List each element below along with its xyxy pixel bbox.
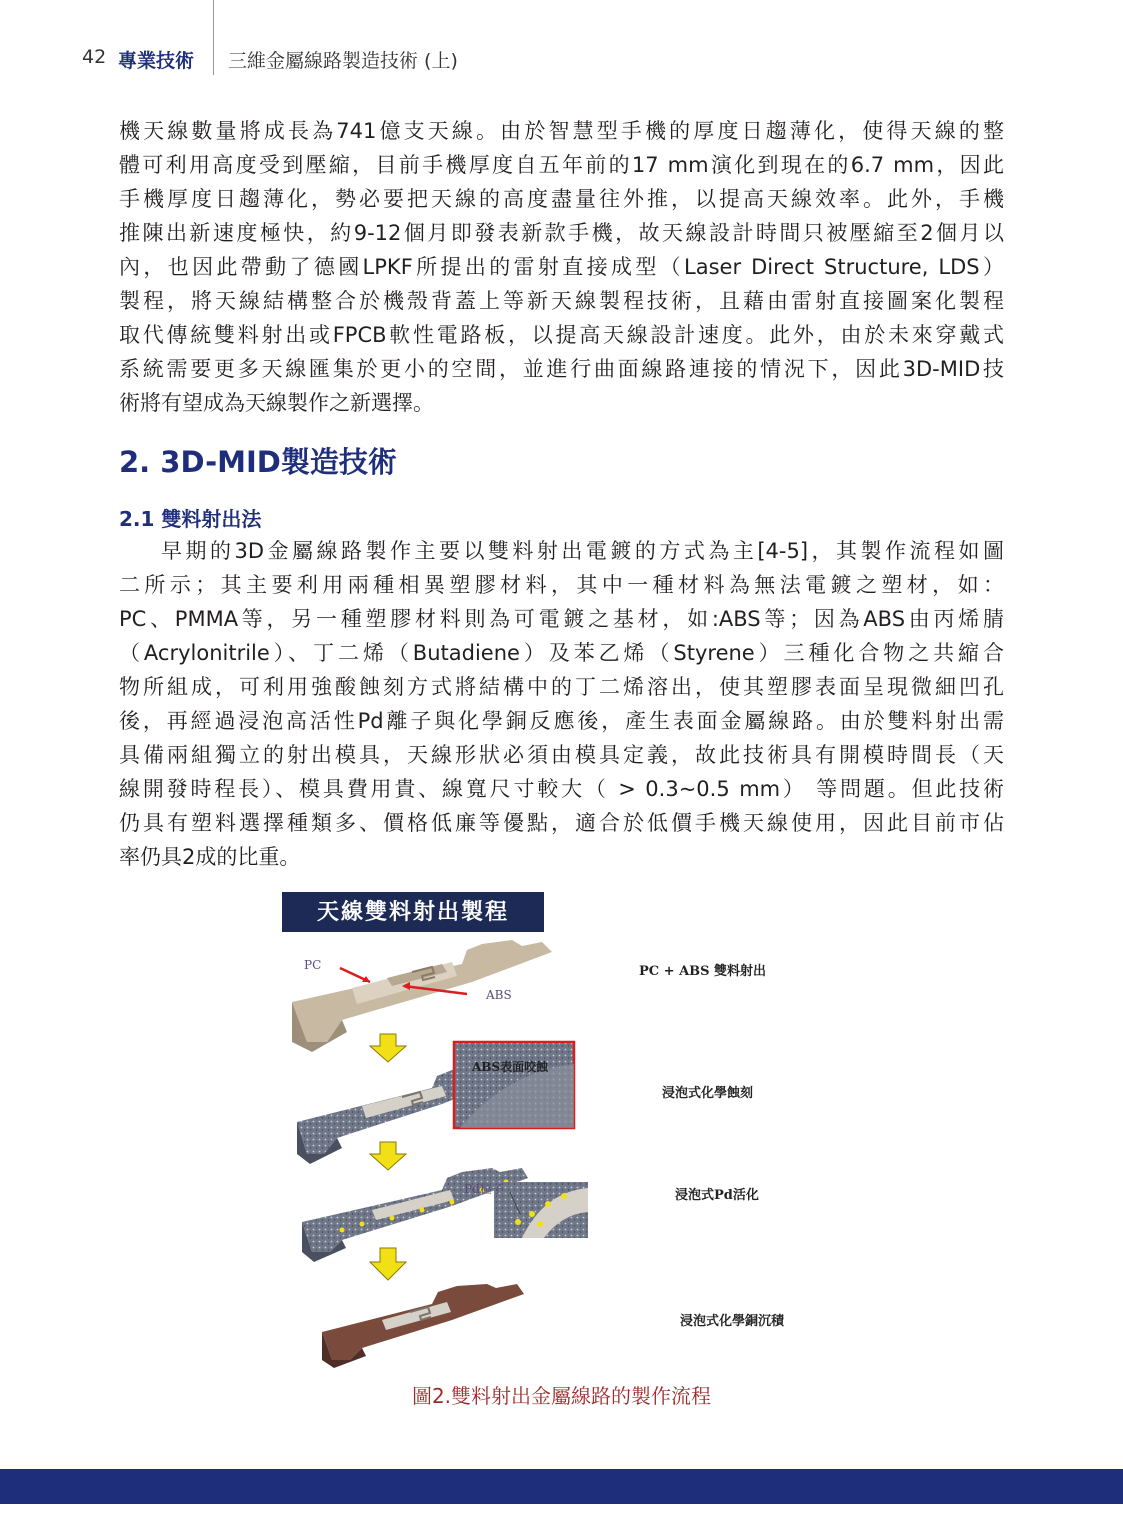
step-2-label: 浸泡式化學蝕刻 <box>662 1086 754 1101</box>
text-line: 二所示；其主要利用兩種相異塑膠材料，其中一種材料為無法電鍍之塑材，如： <box>119 573 1004 597</box>
text-line: 線開發時程長）、模具費用貴、線寬尺寸較大（ > 0.3~0.5 mm） 等問題。但此技術 <box>119 777 1004 801</box>
text-line: 體可利用高度受到壓縮，目前手機厚度自五年前的17 mm演化到現在的6.7 mm，因此 <box>119 153 1004 177</box>
abs-label: ABS <box>486 988 512 1002</box>
header-divider <box>213 0 214 75</box>
intro-paragraph <box>119 114 1004 420</box>
text-line: （Acrylonitrile）、丁二烯（Butadiene）及苯乙烯（Styrene）三種化合物之共縮合 <box>119 641 1004 665</box>
text-line: 內，也因此帶動了德國LPKF所提出的雷射直接成型（Laser Direct Structure, LDS） <box>119 255 1004 279</box>
part-copper <box>322 1284 524 1368</box>
text-line: PC、PMMA等，另一種塑膠材料則為可電鍍之基材，如:ABS等；因為ABS由丙烯腈 <box>119 607 1004 631</box>
pc-label: PC <box>304 958 322 972</box>
down-arrow-icon <box>370 1034 406 1062</box>
text-line: 取代傳統雙料射出或FPCB軟性電路板，以提高天線設計速度。此外，由於未來穿戴式 <box>119 323 1004 347</box>
figure-caption: 圖2.雙料射出金屬線路的製作流程 <box>411 1384 712 1408</box>
text-line: 具備兩組獨立的射出模具，天線形狀必須由模具定義，故此技術具有開模時間長（天 <box>119 743 1004 767</box>
text-line: 手機厚度日趨薄化，勢必要把天線的高度盡量往外推，以提高天線效率。此外，手機 <box>119 187 1004 211</box>
footer-band <box>0 1469 1123 1504</box>
down-arrow-icon <box>370 1142 406 1170</box>
abs-etch-label: ABS表面咬蝕 <box>472 1060 549 1074</box>
body-paragraph <box>119 534 1004 874</box>
text-line: 機天線數量將成長為741億支天線。由於智慧型手機的厚度日趨薄化，使得天線的整 <box>119 119 1004 143</box>
article-title: 三維金屬線路製造技術 (上) <box>228 50 458 72</box>
process-figure <box>282 892 842 1372</box>
text-line: 後，再經過浸泡高活性Pd離子與化學銅反應後，產生表面金屬線路。由於雙料射出需 <box>119 709 1004 733</box>
step-4-label: 浸泡式化學銅沉積 <box>680 1314 785 1329</box>
text-line: 系統需要更多天線匯集於更小的空間，並進行曲面線路連接的情況下，因此3D-MID技 <box>119 357 1004 381</box>
page-number: 42 <box>82 46 107 68</box>
part-pc-abs <box>292 940 552 1052</box>
text-line: 推陳出新速度極快，約9-12個月即發表新款手機，故天線設計時間只被壓縮至2個月以 <box>119 221 1004 245</box>
text-line: 早期的3D金屬線路製作主要以雙料射出電鍍的方式為主[4-5]，其製作流程如圖 <box>161 539 1004 563</box>
section-heading: 2. 3D-MID製造技術 <box>119 445 397 479</box>
step-3-label: 浸泡式Pd活化 <box>675 1188 759 1203</box>
figure-title: 天線雙料射出製程 <box>316 899 509 925</box>
text-line: 製程，將天線結構整合於機殼背蓋上等新天線製程技術，且藉由雷射直接圖案化製程 <box>119 289 1004 313</box>
subsection-heading: 2.1 雙料射出法 <box>119 507 262 531</box>
page-header <box>0 0 1123 100</box>
text-line: 率仍具2成的比重。 <box>119 845 301 869</box>
pd-label: Pd粒子 <box>464 1182 504 1196</box>
text-line: 術將有望成為天線製作之新選擇。 <box>119 391 434 415</box>
text-line: 仍具有塑料選擇種類多、價格低廉等優點，適合於低價手機天線使用，因此目前市佔 <box>119 811 1004 835</box>
step-1-label: PC + ABS 雙料射出 <box>639 964 767 979</box>
down-arrow-icon <box>370 1248 406 1280</box>
text-line: 物所組成，可利用強酸蝕刻方式將結構中的丁二烯溶出，使其塑膠表面呈現微細凹孔 <box>119 675 1004 699</box>
section-name: 專業技術 <box>118 50 195 72</box>
